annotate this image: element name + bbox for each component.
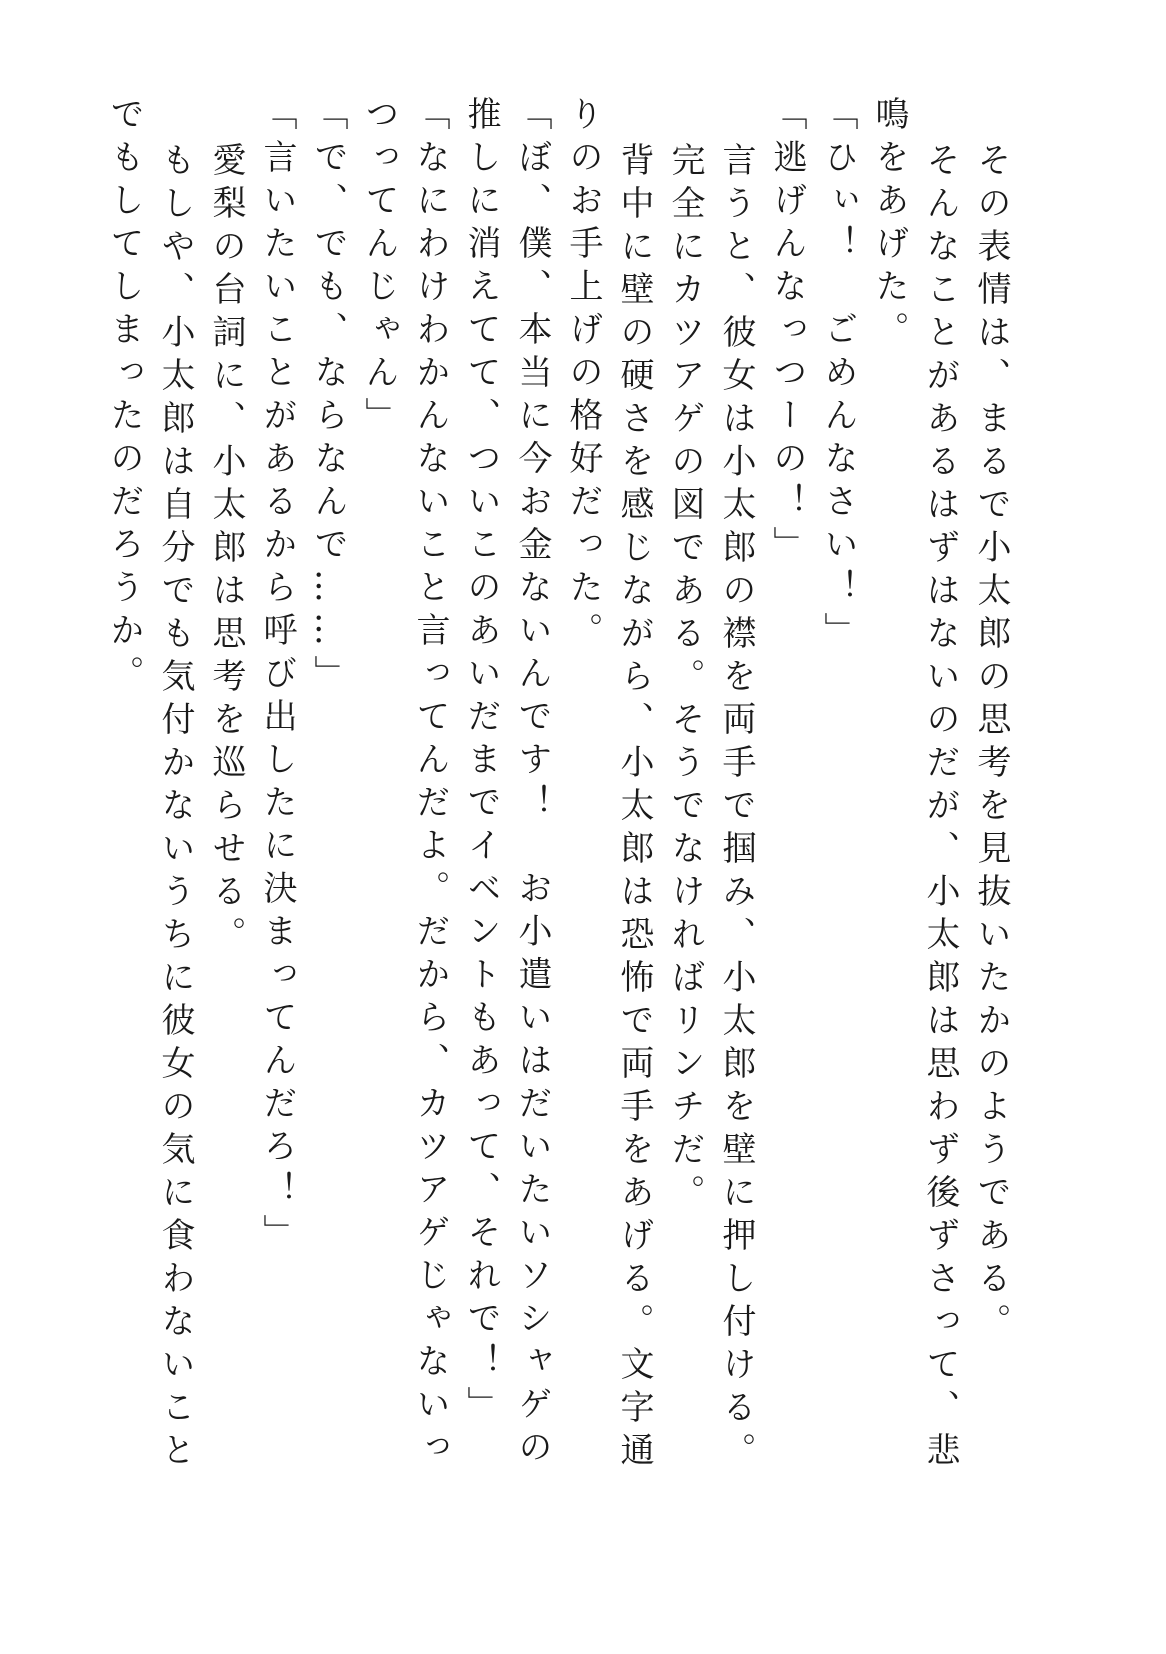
dialogue-line: 「で、でも、ならなんで……」 [308, 96, 348, 698]
dialogue-line: つってんじゃん」 [359, 96, 399, 440]
text-line: もしや、小太郎は自分でも気付かないうちに彼女の気に食わないこと [155, 142, 195, 1475]
dialogue-line: 「逃げんなっつーの！」 [767, 96, 807, 569]
dialogue-line: 「ぼ、僕、本当に今お金ないんです！ お小遣いはだいたいソシャゲの [512, 96, 552, 1472]
text-line: そんなことがあるはずはないのだが、小太郎は思わず後ずさって、悲 [920, 142, 960, 1475]
text-line: でもしてしまったのだろうか。 [104, 96, 144, 698]
dialogue-line: 「言いたいことがあるから呼び出したに決まってんだろ！」 [257, 96, 297, 1257]
dialogue-line: 推しに消えてて、ついこのあいだまでイベントもあって、それで！」 [461, 96, 501, 1429]
vertical-text-body [98, 96, 1016, 1576]
text-line: りのお手上げの格好だった。 [563, 96, 603, 655]
text-line: 完全にカツアゲの図である。そうでなければリンチだ。 [665, 142, 705, 1217]
text-line: 言うと、彼女は小太郎の襟を両手で掴み、小太郎を壁に押し付ける。 [716, 142, 756, 1475]
text-line: その表情は、まるで小太郎の思考を見抜いたかのようである。 [971, 142, 1011, 1346]
text-line: 鳴をあげた。 [869, 96, 909, 354]
text-line: 背中に壁の硬さを感じながら、小太郎は恐怖で両手をあげる。文字通 [614, 142, 654, 1475]
dialogue-line: 「ひぃ！ ごめんなさい！」 [818, 96, 858, 655]
text-line: 愛梨の台詞に、小太郎は思考を巡らせる。 [206, 142, 246, 959]
dialogue-line: 「なにわけわかんないこと言ってんだよ。だから、カツアゲじゃないっ [410, 96, 450, 1472]
